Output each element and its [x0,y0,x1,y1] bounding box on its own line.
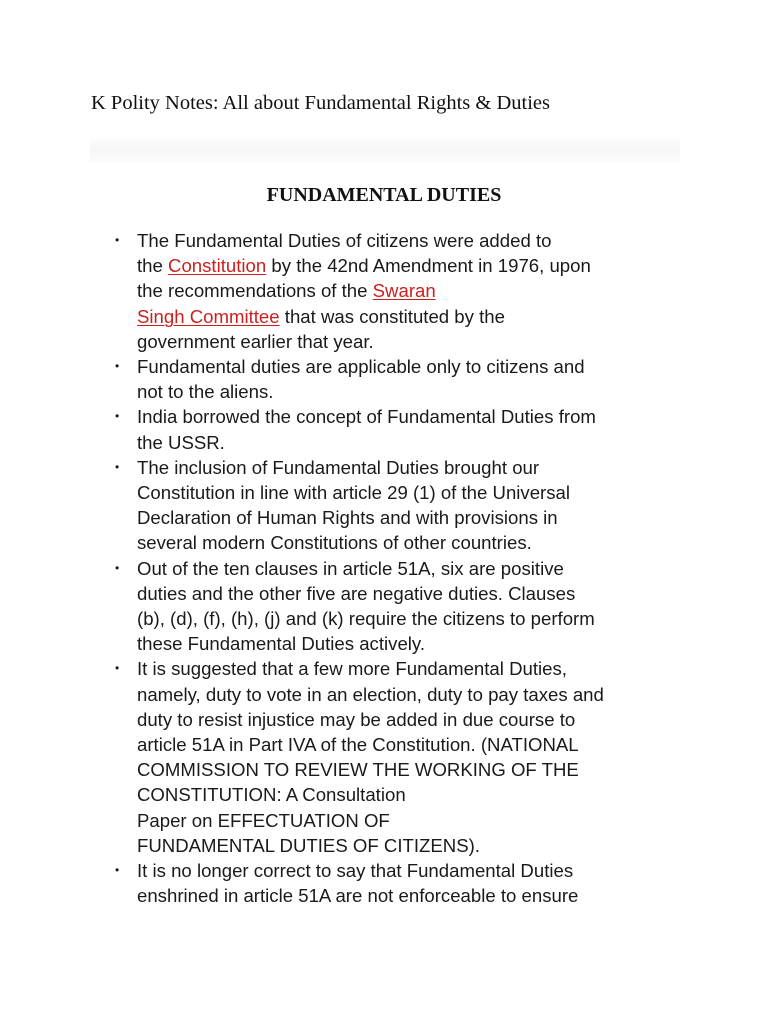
line-text [137,253,682,278]
line-text: (b), (d), (f), (h), (j) and (k) require the citizens to perform [137,608,595,630]
bullet-icon: • [115,409,120,424]
line-text: The inclusion of Fundamental Duties brought our [137,456,540,478]
line-text: Constitution in line with article 29 (1) of the Universal [137,482,571,504]
line-text: It is suggested that a few more Fundamental Duties, [137,658,567,680]
header-divider-band [90,138,680,162]
line-text: The Fundamental Duties of citizens were added to [137,230,552,251]
constitution-link[interactable]: Constitution [168,255,267,277]
line-segment: by the 42nd Amendment in 1976, upon [266,255,591,277]
line-text: government earlier that year. [137,330,374,352]
line-segment: that was constituted by the [279,305,505,327]
line-segment: the recommendations of the [137,280,373,302]
swaran-singh-committee-link[interactable]: Singh Committee [137,305,280,327]
list-item [0,455,682,556]
swaran-singh-committee-link[interactable]: Swaran [372,280,436,302]
line-text: the USSR. [137,431,225,453]
line-text: FUNDAMENTAL DUTIES OF CITIZENS). [137,834,480,856]
line-text: Out of the ten clauses in article 51A, six are positive [137,557,564,579]
duties-list [0,228,768,908]
bullet-icon: • [115,359,120,374]
line-text: several modern Constitutions of other countries. [137,532,532,554]
line-text: CONSTITUTION: A Consultation [137,784,406,806]
line-text: It is no longer correct to say that Fundamental Duties [137,860,574,882]
line-text: Paper on EFFECTUATION OF [137,809,390,831]
list-item [0,404,682,454]
list-item [0,858,682,908]
bullet-icon: • [115,661,120,676]
line-text: India borrowed the concept of Fundamental Duties from [137,406,596,428]
line-text: enshrined in article 51A are not enforceable to ensure [137,885,579,907]
line-text: these Fundamental Duties actively. [137,633,426,655]
line-text: Declaration of Human Rights and with provisions in [137,507,558,529]
line-text: not to the aliens. [137,381,274,403]
bullet-icon: • [115,863,120,878]
list-item [0,556,682,657]
bullet-icon: • [115,560,120,575]
list-item [0,228,682,354]
line-text: COMMISSION TO REVIEW THE WORKING OF THE [137,759,579,781]
line-text [137,278,682,303]
line-text: duties and the other five are negative duties. Clauses [137,582,576,604]
document-title: K Polity Notes: All about Fundamental Rights & Duties [91,92,550,114]
bullet-icon: • [115,459,120,474]
line-text: namely, duty to vote in an election, duty to pay taxes and [137,683,604,705]
line-text: Fundamental duties are applicable only to citizens and [137,356,585,378]
line-text: article 51A in Part IVA of the Constitution. (NATIONAL [137,734,579,756]
list-item [0,354,682,404]
line-text: duty to resist injustice may be added in due course to [137,708,576,730]
section-heading: FUNDAMENTAL DUTIES [266,184,502,206]
line-segment: the [137,255,169,277]
list-item [0,656,682,858]
bullet-icon: • [115,233,120,247]
line-text [137,304,682,329]
